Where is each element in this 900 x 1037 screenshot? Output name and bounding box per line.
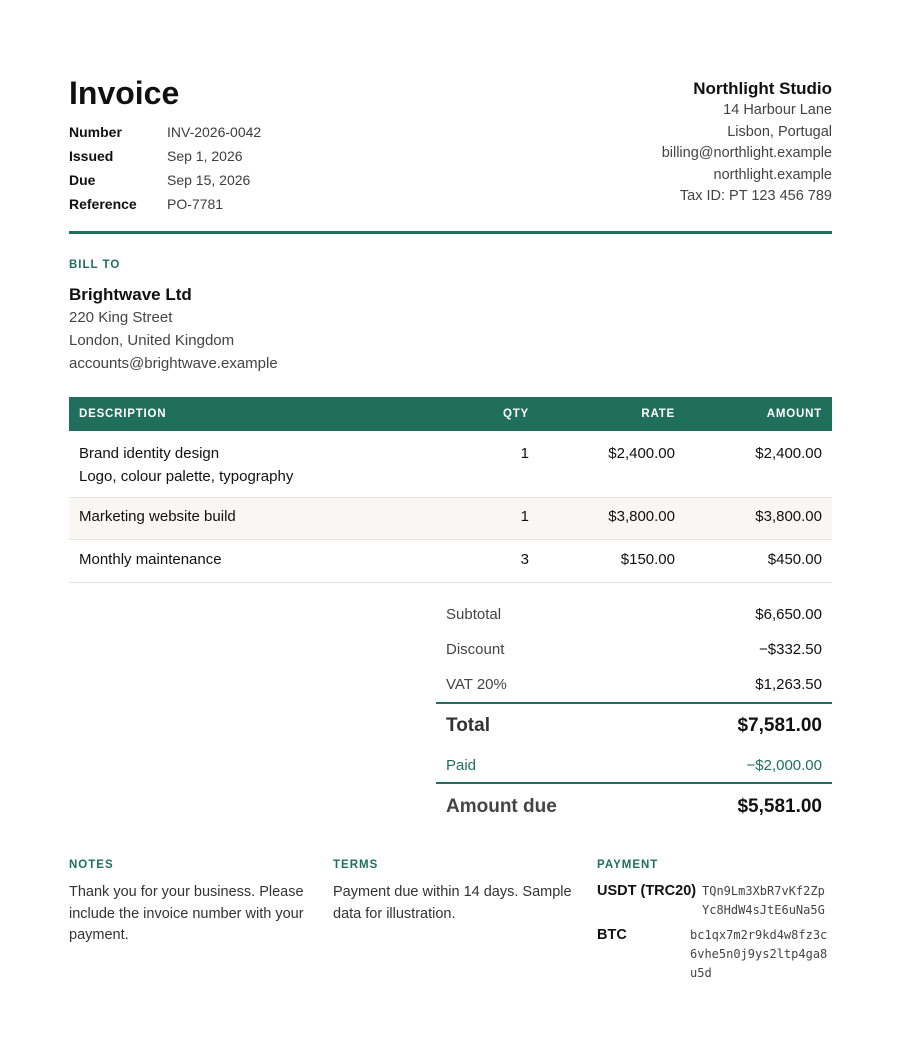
- company-email: billing@northlight.example: [661, 145, 832, 161]
- client-address-line1: 220 King Street: [69, 309, 173, 326]
- line-items-table: [69, 397, 832, 583]
- item-qty: 3: [449, 539, 539, 582]
- notes-label: NOTES: [69, 859, 114, 871]
- bill-to-label: BILL TO: [69, 259, 121, 271]
- paid-label: Paid: [446, 756, 477, 774]
- vat-value: $1,263.50: [755, 676, 822, 693]
- item-description: Brand identity design: [79, 445, 220, 462]
- vat-label: VAT 20%: [446, 676, 507, 693]
- totals-block: [436, 597, 832, 830]
- paid-row: [436, 748, 832, 782]
- company-address-line2: Lisbon, Portugal: [727, 123, 832, 140]
- header-divider: [69, 231, 832, 234]
- header-amount: AMOUNT: [685, 397, 832, 431]
- payment-method-usdt: [597, 882, 832, 920]
- amount-due-value: $5,581.00: [737, 796, 822, 817]
- bill-to-block: [69, 258, 278, 375]
- client-address-line2: London, United Kingdom: [69, 332, 235, 349]
- total-row: [436, 704, 832, 748]
- item-description: Marketing website build: [69, 497, 449, 539]
- discount-label: Discount: [446, 641, 505, 658]
- payment-section: [597, 858, 832, 989]
- meta-row-number: [69, 120, 261, 144]
- usdt-address: TQn9Lm3XbR7vKf2ZpYc8HdW4sJtE6uNa5G: [702, 884, 825, 917]
- item-rate: $150.00: [539, 539, 685, 582]
- header-qty: QTY: [449, 397, 539, 431]
- company-name: Northlight Studio: [693, 79, 832, 98]
- company-address-line1: 14 Harbour Lane: [723, 102, 832, 118]
- company-tax-id: Tax ID: PT 123 456 789: [679, 188, 832, 204]
- header-description: DESCRIPTION: [69, 397, 449, 431]
- usdt-label: USDT (TRC20): [597, 883, 697, 899]
- invoice-meta: [69, 120, 261, 216]
- meta-label: Reference: [69, 196, 137, 212]
- discount-row: [436, 632, 832, 667]
- invoice-title: Invoice: [69, 75, 180, 111]
- meta-row-issued: [69, 144, 261, 168]
- client-email: accounts@brightwave.example: [69, 355, 278, 372]
- item-description-cell: [69, 431, 449, 497]
- item-amount: $2,400.00: [685, 431, 832, 497]
- amount-due-row: [436, 784, 832, 830]
- table-row: [69, 539, 832, 582]
- total-value: $7,581.00: [737, 715, 822, 736]
- due-date: Sep 15, 2026: [167, 172, 251, 188]
- notes-text: Thank you for your business. Please include the invoice number with your payment.: [69, 884, 304, 943]
- invoice-page: [69, 0, 832, 980]
- item-amount: $3,800.00: [685, 497, 832, 539]
- btc-address: bc1qx7m2r9kd4w8fz3c6vhe5n0j9ys2ltp4ga8u5d: [690, 928, 828, 980]
- discount-value: −$332.50: [759, 641, 822, 658]
- meta-label: Due: [69, 172, 96, 188]
- company-website: northlight.example: [713, 166, 832, 183]
- btc-label: BTC: [597, 927, 627, 943]
- payment-label: PAYMENT: [597, 859, 659, 871]
- total-label: Total: [446, 715, 490, 736]
- header-rate: RATE: [539, 397, 685, 431]
- table-row: [69, 431, 832, 497]
- item-rate: $3,800.00: [539, 497, 685, 539]
- invoice-number: INV-2026-0042: [167, 124, 262, 140]
- client-name: Brightwave Ltd: [69, 285, 192, 304]
- paid-value: −$2,000.00: [746, 756, 822, 774]
- item-detail: Logo, colour palette, typography: [79, 468, 294, 485]
- table-header-row: [69, 397, 832, 431]
- meta-row-reference: [69, 192, 261, 216]
- subtotal-label: Subtotal: [446, 606, 502, 623]
- company-block: [662, 78, 832, 208]
- terms-label: TERMS: [333, 859, 379, 871]
- issued-date: Sep 1, 2026: [167, 148, 243, 164]
- subtotal-value: $6,650.00: [755, 606, 822, 623]
- payment-method-btc: [597, 926, 832, 983]
- meta-label: Issued: [69, 148, 114, 164]
- notes-section: [69, 858, 309, 947]
- vat-row: [436, 667, 832, 702]
- item-amount: $450.00: [685, 539, 832, 582]
- terms-section: [333, 858, 573, 925]
- item-description: Monthly maintenance: [69, 539, 449, 582]
- item-qty: 1: [449, 497, 539, 539]
- reference-number: PO-7781: [167, 196, 224, 212]
- invoice-header: [69, 0, 832, 234]
- item-qty: 1: [449, 431, 539, 497]
- terms-text: Payment due within 14 days. Sample data for illustration.: [333, 884, 572, 922]
- item-rate: $2,400.00: [539, 431, 685, 497]
- meta-row-due: [69, 168, 261, 192]
- meta-label: Number: [69, 124, 122, 140]
- table-row: [69, 497, 832, 539]
- amount-due-label: Amount due: [446, 796, 557, 817]
- subtotal-row: [436, 597, 832, 632]
